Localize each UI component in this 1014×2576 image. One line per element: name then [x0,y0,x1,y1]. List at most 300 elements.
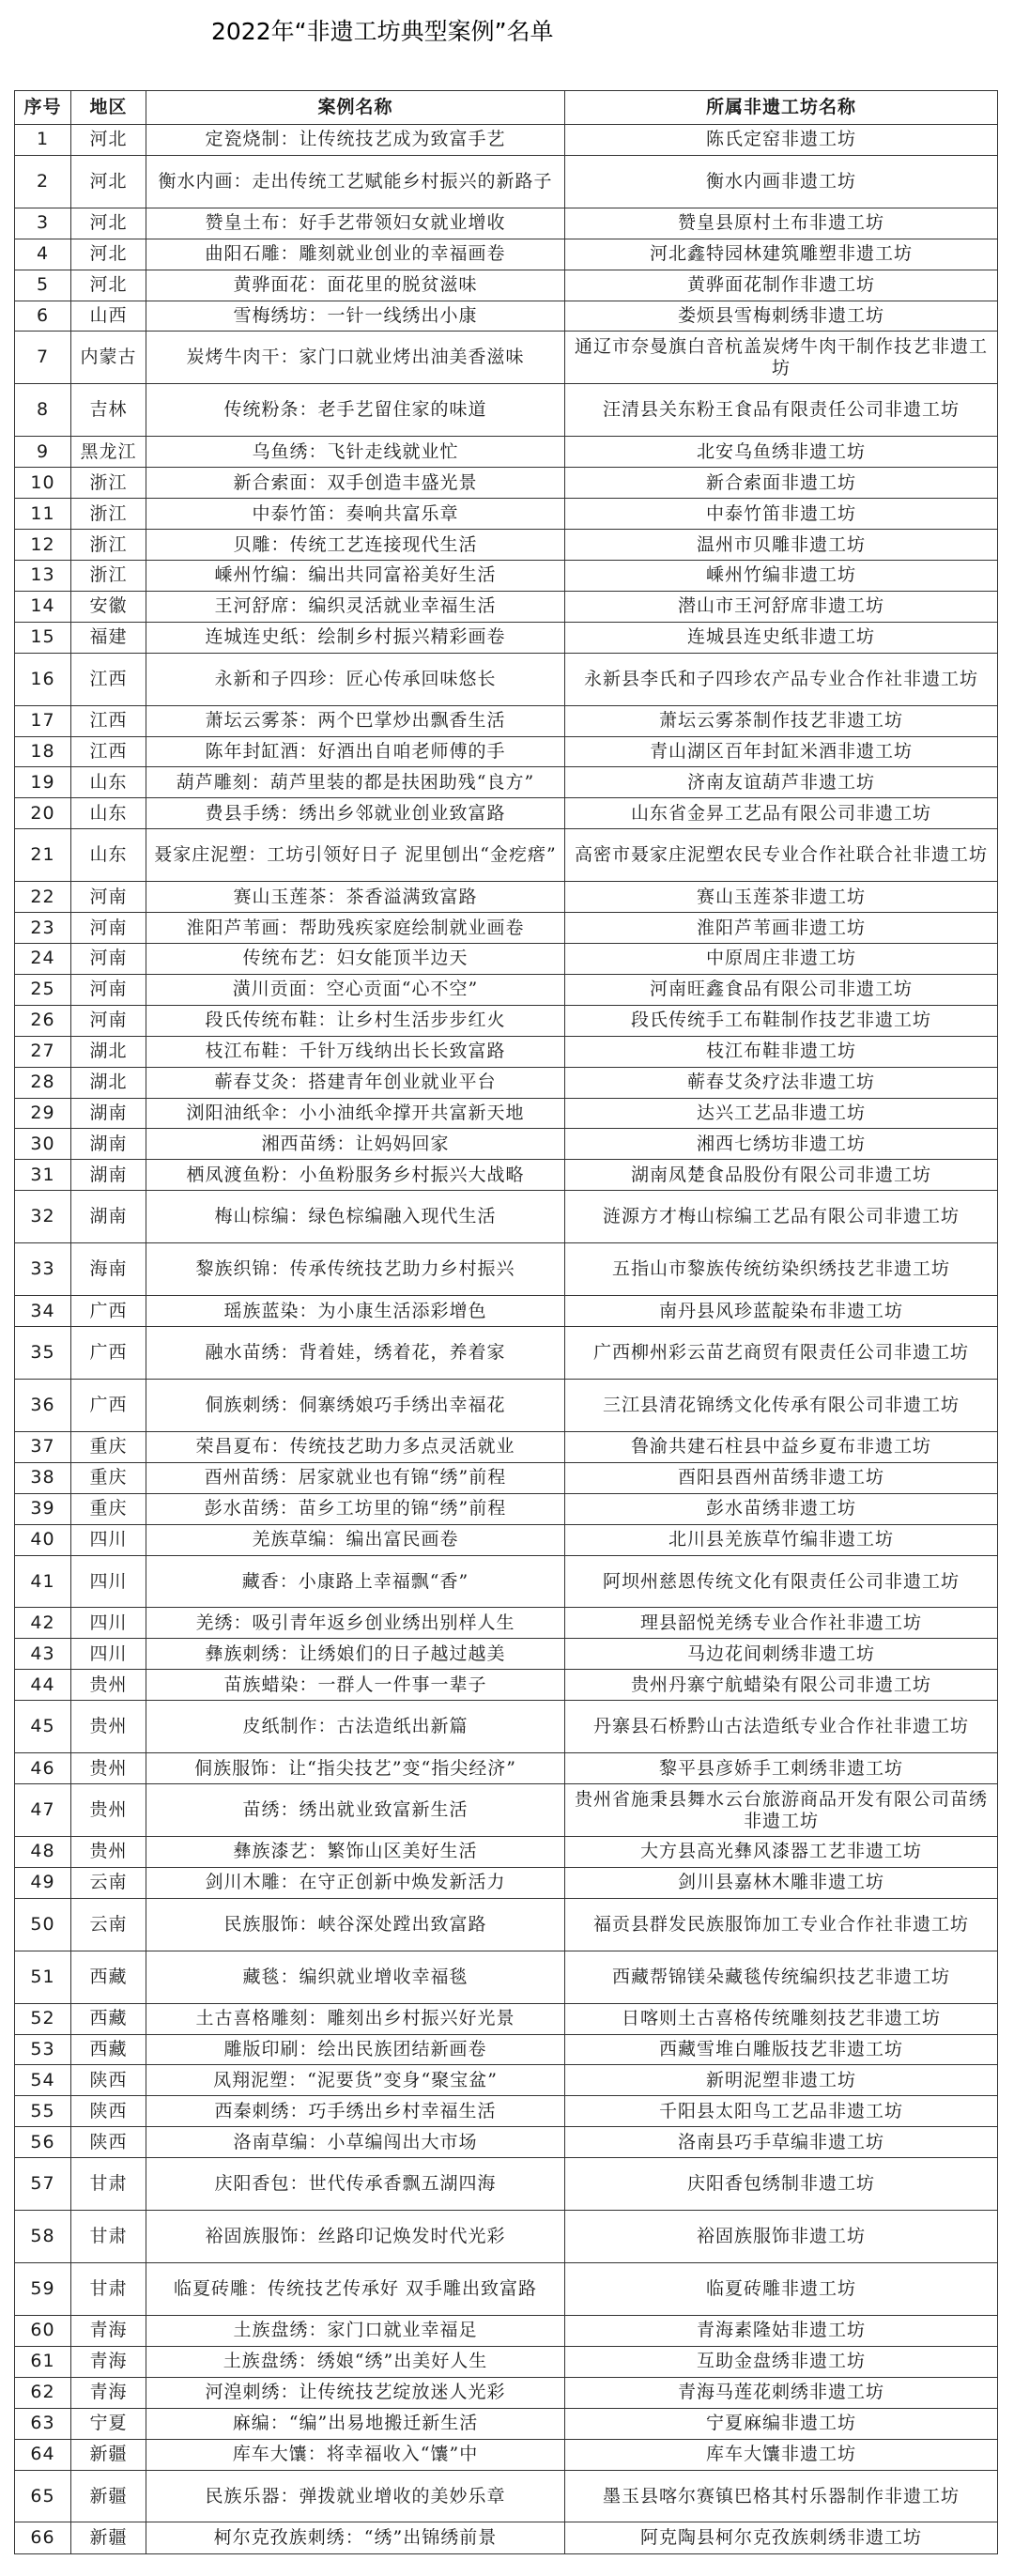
cell-workshop-name: 段氏传统手工布鞋制作技艺非遗工坊 [565,1005,998,1036]
cell-region: 黑龙江 [71,437,146,468]
cell-case-name: 段氏传统布鞋：让乡村生活步步红火 [146,1005,565,1036]
cell-region: 河北 [71,239,146,270]
cell-region: 河南 [71,1005,146,1036]
cell-workshop-name: 连城县连史纸非遗工坊 [565,622,998,653]
cell-case-name: 淮阳芦苇画：帮助残疾家庭绘制就业画卷 [146,913,565,944]
cell-no: 62 [15,2377,71,2408]
cell-region: 湖北 [71,1067,146,1098]
cell-case-name: 聂家庄泥塑：工坊引领好日子 泥里刨出“金疙瘩” [146,829,565,882]
cell-no: 57 [15,2158,71,2211]
table-row [15,468,998,499]
cell-no: 12 [15,530,71,561]
table-row [15,2522,998,2554]
cell-no: 26 [15,1005,71,1036]
cell-case-name: 剑川木雕：在守正创新中焕发新活力 [146,1867,565,1898]
cell-case-name: 贝雕：传统工艺连接现代生活 [146,530,565,561]
table-row [15,2034,998,2065]
cell-workshop-name: 库车大馕非遗工坊 [565,2439,998,2470]
cell-workshop-name: 蕲春艾灸疗法非遗工坊 [565,1067,998,1098]
cell-workshop-name: 中原周庄非遗工坊 [565,944,998,975]
cell-no: 64 [15,2439,71,2470]
cell-workshop-name: 鲁渝共建石柱县中益乡夏布非遗工坊 [565,1431,998,1462]
cell-case-name: 赞皇土布：好手艺带领妇女就业增收 [146,208,565,239]
cell-region: 河北 [71,208,146,239]
cell-workshop-name: 墨玉县喀尔赛镇巴格其村乐器制作非遗工坊 [565,2470,998,2522]
table-row [15,1036,998,1067]
cell-workshop-name: 潜山市王河舒席非遗工坊 [565,591,998,622]
cell-case-name: 枝江布鞋：千针万线纳出长长致富路 [146,1036,565,1067]
cell-no: 11 [15,499,71,530]
cell-no: 2 [15,155,71,208]
cell-region: 湖南 [71,1098,146,1129]
cell-no: 43 [15,1639,71,1670]
cell-case-name: 彝族刺绣：让绣娘们的日子越过越美 [146,1639,565,1670]
cell-no: 41 [15,1555,71,1608]
table-row [15,798,998,829]
cell-workshop-name: 通辽市奈曼旗白音杭盖炭烤牛肉干制作技艺非遗工坊 [565,332,998,384]
table-row [15,1701,998,1753]
table-row [15,1243,998,1296]
table-row [15,1555,998,1608]
cell-region: 浙江 [71,499,146,530]
cell-no: 37 [15,1431,71,1462]
cell-no: 58 [15,2211,71,2263]
cell-region: 新疆 [71,2470,146,2522]
table-row [15,384,998,437]
table-row [15,1098,998,1129]
cell-region: 陕西 [71,2065,146,2096]
cell-case-name: 新合索面：双手创造丰盛光景 [146,468,565,499]
cell-region: 青海 [71,2316,146,2347]
cell-no: 39 [15,1493,71,1524]
cell-region: 内蒙古 [71,332,146,384]
cell-region: 吉林 [71,384,146,437]
cell-workshop-name: 涟源方才梅山棕编工艺品有限公司非遗工坊 [565,1191,998,1243]
cell-workshop-name: 福贡县群发民族服饰加工专业合作社非遗工坊 [565,1898,998,1951]
cell-no: 23 [15,913,71,944]
cell-no: 20 [15,798,71,829]
cell-case-name: 葫芦雕刻：葫芦里装的都是扶困助残“良方” [146,767,565,798]
table-row [15,270,998,301]
cell-no: 19 [15,767,71,798]
cell-workshop-name: 中泰竹笛非遗工坊 [565,499,998,530]
cell-region: 福建 [71,622,146,653]
cell-region: 贵州 [71,1784,146,1837]
table-row [15,913,998,944]
cell-region: 重庆 [71,1493,146,1524]
cell-no: 66 [15,2522,71,2554]
cell-workshop-name: 温州市贝雕非遗工坊 [565,530,998,561]
header-region: 地区 [71,91,146,125]
table-row [15,239,998,270]
cell-no: 48 [15,1836,71,1867]
table-row [15,944,998,975]
cell-case-name: 王河舒席：编织灵活就业幸福生活 [146,591,565,622]
cell-workshop-name: 青海素隆姑非遗工坊 [565,2316,998,2347]
cell-no: 52 [15,2003,71,2034]
cell-no: 28 [15,1067,71,1098]
cell-case-name: 瑶族蓝染：为小康生活添彩增色 [146,1296,565,1327]
cell-case-name: 侗族刺绣：侗寨绣娘巧手绣出幸福花 [146,1379,565,1431]
cell-case-name: 西秦刺绣：巧手绣出乡村幸福生活 [146,2096,565,2127]
cell-workshop-name: 临夏砖雕非遗工坊 [565,2263,998,2316]
cell-case-name: 定瓷烧制：让传统技艺成为致富手艺 [146,125,565,156]
cell-no: 33 [15,1243,71,1296]
cell-workshop-name: 五指山市黎族传统纺染织绣技艺非遗工坊 [565,1243,998,1296]
cell-workshop-name: 淮阳芦苇画非遗工坊 [565,913,998,944]
cell-region: 河南 [71,974,146,1005]
cell-case-name: 裕固族服饰：丝路印记焕发时代光彩 [146,2211,565,2263]
table-row [15,622,998,653]
table-row [15,155,998,208]
cell-workshop-name: 河北鑫特园林建筑雕塑非遗工坊 [565,239,998,270]
cell-region: 广西 [71,1327,146,1380]
table-row [15,2211,998,2263]
cell-workshop-name: 萧坛云雾茶制作技艺非遗工坊 [565,705,998,736]
cell-no: 40 [15,1524,71,1555]
cell-workshop-name: 酉阳县酉州苗绣非遗工坊 [565,1462,998,1493]
table-row [15,499,998,530]
cell-workshop-name: 庆阳香包绣制非遗工坊 [565,2158,998,2211]
cell-case-name: 传统布艺：妇女能顶半边天 [146,944,565,975]
cell-workshop-name: 汪清县关东粉王食品有限责任公司非遗工坊 [565,384,998,437]
table-row [15,1327,998,1380]
cell-workshop-name: 山东省金昇工艺品有限公司非遗工坊 [565,798,998,829]
table-row [15,1067,998,1098]
cell-region: 西藏 [71,2003,146,2034]
cell-case-name: 皮纸制作：古法造纸出新篇 [146,1701,565,1753]
cell-case-name: 浏阳油纸伞：小小油纸伞撑开共富新天地 [146,1098,565,1129]
cell-region: 重庆 [71,1462,146,1493]
table-row [15,1129,998,1160]
cell-region: 湖北 [71,1036,146,1067]
case-list-table [14,90,998,2554]
cell-case-name: 传统粉条：老手艺留住家的味道 [146,384,565,437]
cell-region: 浙江 [71,560,146,591]
cell-region: 云南 [71,1867,146,1898]
cell-case-name: 荣昌夏布：传统技艺助力多点灵活就业 [146,1431,565,1462]
cell-region: 湖南 [71,1191,146,1243]
cell-case-name: 凤翔泥塑：“泥要货”变身“聚宝盆” [146,2065,565,2096]
cell-no: 7 [15,332,71,384]
cell-region: 四川 [71,1608,146,1639]
cell-region: 陕西 [71,2096,146,2127]
cell-no: 8 [15,384,71,437]
cell-region: 四川 [71,1555,146,1608]
cell-case-name: 羌绣：吸引青年返乡创业绣出别样人生 [146,1608,565,1639]
cell-no: 4 [15,239,71,270]
cell-case-name: 黄骅面花：面花里的脱贫滋味 [146,270,565,301]
cell-no: 47 [15,1784,71,1837]
cell-region: 河北 [71,155,146,208]
cell-workshop-name: 互助金盘绣非遗工坊 [565,2346,998,2377]
cell-case-name: 河湟刺绣：让传统技艺绽放迷人光彩 [146,2377,565,2408]
table-row [15,829,998,882]
cell-workshop-name: 高密市聂家庄泥塑农民专业合作社联合社非遗工坊 [565,829,998,882]
cell-case-name: 栖凤渡鱼粉：小鱼粉服务乡村振兴大战略 [146,1160,565,1191]
cell-no: 21 [15,829,71,882]
cell-region: 甘肃 [71,2263,146,2316]
cell-no: 54 [15,2065,71,2096]
header-workshop-name: 所属非遗工坊名称 [565,91,998,125]
cell-case-name: 费县手绣：绣出乡邻就业创业致富路 [146,798,565,829]
cell-region: 陕西 [71,2127,146,2158]
cell-no: 13 [15,560,71,591]
cell-region: 贵州 [71,1670,146,1701]
cell-workshop-name: 永新县李氏和子四珍农产品专业合作社非遗工坊 [565,653,998,705]
cell-no: 51 [15,1951,71,2003]
cell-no: 44 [15,1670,71,1701]
cell-region: 西藏 [71,2034,146,2065]
table-row [15,1379,998,1431]
table-row [15,2346,998,2377]
cell-workshop-name: 理县韶悦羌绣专业合作社非遗工坊 [565,1608,998,1639]
cell-no: 14 [15,591,71,622]
cell-workshop-name: 阿克陶县柯尔克孜族刺绣非遗工坊 [565,2522,998,2554]
cell-no: 65 [15,2470,71,2522]
cell-workshop-name: 新明泥塑非遗工坊 [565,2065,998,2096]
cell-region: 贵州 [71,1753,146,1784]
cell-case-name: 炭烤牛肉干：家门口就业烤出油美香滋味 [146,332,565,384]
cell-workshop-name: 千阳县太阳鸟工艺品非遗工坊 [565,2096,998,2127]
cell-case-name: 彝族漆艺：繁饰山区美好生活 [146,1836,565,1867]
cell-region: 湖南 [71,1160,146,1191]
cell-workshop-name: 裕固族服饰非遗工坊 [565,2211,998,2263]
table-row [15,2377,998,2408]
table-row [15,1296,998,1327]
cell-case-name: 曲阳石雕：雕刻就业创业的幸福画卷 [146,239,565,270]
cell-region: 广西 [71,1296,146,1327]
cell-workshop-name: 贵州省施秉县舞水云台旅游商品开发有限公司苗绣非遗工坊 [565,1784,998,1837]
cell-no: 59 [15,2263,71,2316]
cell-workshop-name: 新合索面非遗工坊 [565,468,998,499]
cell-workshop-name: 赛山玉莲茶非遗工坊 [565,882,998,913]
cell-region: 甘肃 [71,2158,146,2211]
cell-case-name: 赛山玉莲茶：茶香溢满致富路 [146,882,565,913]
cell-workshop-name: 三江县清花锦绣文化传承有限公司非遗工坊 [565,1379,998,1431]
cell-no: 10 [15,468,71,499]
cell-region: 广西 [71,1379,146,1431]
cell-no: 36 [15,1379,71,1431]
table-header-row [15,91,998,125]
cell-region: 青海 [71,2346,146,2377]
cell-case-name: 黎族织锦：传承传统技艺助力乡村振兴 [146,1243,565,1296]
cell-workshop-name: 赞皇县原村土布非遗工坊 [565,208,998,239]
cell-case-name: 梅山棕编：绿色棕编融入现代生活 [146,1191,565,1243]
cell-no: 63 [15,2408,71,2439]
cell-region: 浙江 [71,530,146,561]
cell-case-name: 庆阳香包：世代传承香飘五湖四海 [146,2158,565,2211]
cell-no: 18 [15,736,71,767]
table-row [15,437,998,468]
cell-workshop-name: 西藏帮锦镁朵藏毯传统编织技艺非遗工坊 [565,1951,998,2003]
cell-case-name: 乌鱼绣：飞针走线就业忙 [146,437,565,468]
cell-case-name: 民族乐器：弹拨就业增收的美妙乐章 [146,2470,565,2522]
cell-case-name: 嵊州竹编：编出共同富裕美好生活 [146,560,565,591]
cell-case-name: 土族盘绣：绣娘“绣”出美好人生 [146,2346,565,2377]
cell-no: 16 [15,653,71,705]
table-row [15,1836,998,1867]
cell-case-name: 麻编：“编”出易地搬迁新生活 [146,2408,565,2439]
cell-region: 江西 [71,705,146,736]
cell-workshop-name: 嵊州竹编非遗工坊 [565,560,998,591]
cell-case-name: 酉州苗绣：居家就业也有锦“绣”前程 [146,1462,565,1493]
cell-no: 46 [15,1753,71,1784]
table-row [15,767,998,798]
table-row [15,882,998,913]
cell-no: 32 [15,1191,71,1243]
table-row [15,591,998,622]
cell-workshop-name: 丹寨县石桥黔山古法造纸专业合作社非遗工坊 [565,1701,998,1753]
table-row [15,653,998,705]
cell-no: 45 [15,1701,71,1753]
cell-no: 50 [15,1898,71,1951]
cell-region: 西藏 [71,1951,146,2003]
cell-case-name: 雕版印刷：绘出民族团结新画卷 [146,2034,565,2065]
table-row [15,1524,998,1555]
cell-workshop-name: 青海马莲花刺绣非遗工坊 [565,2377,998,2408]
cell-no: 49 [15,1867,71,1898]
cell-case-name: 洛南草编：小草编闯出大市场 [146,2127,565,2158]
cell-region: 甘肃 [71,2211,146,2263]
cell-no: 5 [15,270,71,301]
cell-region: 云南 [71,1898,146,1951]
cell-workshop-name: 陈氏定窑非遗工坊 [565,125,998,156]
cell-workshop-name: 西藏雪堆白雕版技艺非遗工坊 [565,2034,998,2065]
table-row [15,1005,998,1036]
cell-region: 河南 [71,882,146,913]
cell-region: 安徽 [71,591,146,622]
cell-workshop-name: 枝江布鞋非遗工坊 [565,1036,998,1067]
table-row [15,1951,998,2003]
cell-workshop-name: 大方县高光彝风漆器工艺非遗工坊 [565,1836,998,1867]
cell-case-name: 临夏砖雕：传统技艺传承好 双手雕出致富路 [146,2263,565,2316]
cell-case-name: 民族服饰：峡谷深处蹚出致富路 [146,1898,565,1951]
header-case-name: 案例名称 [146,91,565,125]
cell-region: 贵州 [71,1836,146,1867]
cell-workshop-name: 宁夏麻编非遗工坊 [565,2408,998,2439]
cell-workshop-name: 洛南县巧手草编非遗工坊 [565,2127,998,2158]
cell-no: 9 [15,437,71,468]
table-row [15,2470,998,2522]
cell-region: 四川 [71,1524,146,1555]
table-row [15,332,998,384]
cell-region: 河南 [71,944,146,975]
cell-no: 1 [15,125,71,156]
cell-case-name: 藏香：小康路上幸福飘“香” [146,1555,565,1608]
table-row [15,530,998,561]
cell-region: 山西 [71,301,146,332]
table-row [15,705,998,736]
cell-workshop-name: 彭水苗绣非遗工坊 [565,1493,998,1524]
cell-no: 22 [15,882,71,913]
cell-workshop-name: 马边花间刺绣非遗工坊 [565,1639,998,1670]
table-row [15,2096,998,2127]
cell-case-name: 湘西苗绣：让妈妈回家 [146,1129,565,1160]
cell-no: 3 [15,208,71,239]
table-row [15,2263,998,2316]
table-row [15,1867,998,1898]
cell-region: 河南 [71,913,146,944]
cell-case-name: 苗绣：绣出就业致富新生活 [146,1784,565,1837]
cell-workshop-name: 黄骅面花制作非遗工坊 [565,270,998,301]
table-row [15,2158,998,2211]
cell-no: 31 [15,1160,71,1191]
cell-no: 6 [15,301,71,332]
cell-case-name: 萧坛云雾茶：两个巴掌炒出飘香生活 [146,705,565,736]
cell-workshop-name: 河南旺鑫食品有限公司非遗工坊 [565,974,998,1005]
cell-case-name: 连城连史纸：绘制乡村振兴精彩画卷 [146,622,565,653]
cell-no: 29 [15,1098,71,1129]
cell-region: 重庆 [71,1431,146,1462]
cell-region: 河北 [71,125,146,156]
cell-workshop-name: 湖南凤楚食品股份有限公司非遗工坊 [565,1160,998,1191]
cell-case-name: 陈年封缸酒：好酒出自咱老师傅的手 [146,736,565,767]
cell-workshop-name: 南丹县风珍蓝靛染布非遗工坊 [565,1296,998,1327]
cell-region: 山东 [71,829,146,882]
cell-workshop-name: 日喀则土古喜格传统雕刻技艺非遗工坊 [565,2003,998,2034]
table-row [15,1493,998,1524]
cell-no: 55 [15,2096,71,2127]
cell-no: 24 [15,944,71,975]
cell-workshop-name: 衡水内画非遗工坊 [565,155,998,208]
cell-no: 34 [15,1296,71,1327]
cell-workshop-name: 青山湖区百年封缸米酒非遗工坊 [565,736,998,767]
cell-no: 35 [15,1327,71,1380]
table-row [15,1898,998,1951]
table-row [15,1670,998,1701]
cell-no: 30 [15,1129,71,1160]
cell-workshop-name: 剑川县嘉林木雕非遗工坊 [565,1867,998,1898]
table-row [15,1191,998,1243]
cell-workshop-name: 娄烦县雪梅刺绣非遗工坊 [565,301,998,332]
cell-workshop-name: 贵州丹寨宁航蜡染有限公司非遗工坊 [565,1670,998,1701]
cell-no: 27 [15,1036,71,1067]
table-row [15,1784,998,1837]
cell-no: 61 [15,2346,71,2377]
cell-case-name: 潢川贡面：空心贡面“心不空” [146,974,565,1005]
cell-region: 宁夏 [71,2408,146,2439]
table-row [15,1160,998,1191]
table-row [15,2127,998,2158]
cell-workshop-name: 济南友谊葫芦非遗工坊 [565,767,998,798]
cell-region: 江西 [71,653,146,705]
table-row [15,208,998,239]
table-row [15,2003,998,2034]
cell-region: 浙江 [71,468,146,499]
cell-case-name: 永新和子四珍：匠心传承回味悠长 [146,653,565,705]
cell-case-name: 土古喜格雕刻：雕刻出乡村振兴好光景 [146,2003,565,2034]
cell-region: 贵州 [71,1701,146,1753]
cell-workshop-name: 北川县羌族草竹编非遗工坊 [565,1524,998,1555]
cell-no: 17 [15,705,71,736]
cell-case-name: 融水苗绣：背着娃，绣着花，养着家 [146,1327,565,1380]
cell-workshop-name: 广西柳州彩云苗艺商贸有限责任公司非遗工坊 [565,1327,998,1380]
cell-region: 山东 [71,798,146,829]
table-row [15,2408,998,2439]
cell-case-name: 蕲春艾灸：搭建青年创业就业平台 [146,1067,565,1098]
cell-region: 山东 [71,767,146,798]
cell-no: 42 [15,1608,71,1639]
cell-case-name: 库车大馕：将幸福收入“馕”中 [146,2439,565,2470]
cell-case-name: 土族盘绣：家门口就业幸福足 [146,2316,565,2347]
cell-case-name: 中泰竹笛：奏响共富乐章 [146,499,565,530]
table-row [15,974,998,1005]
cell-region: 青海 [71,2377,146,2408]
cell-workshop-name: 湘西七绣坊非遗工坊 [565,1129,998,1160]
cell-region: 湖南 [71,1129,146,1160]
cell-no: 53 [15,2034,71,2065]
